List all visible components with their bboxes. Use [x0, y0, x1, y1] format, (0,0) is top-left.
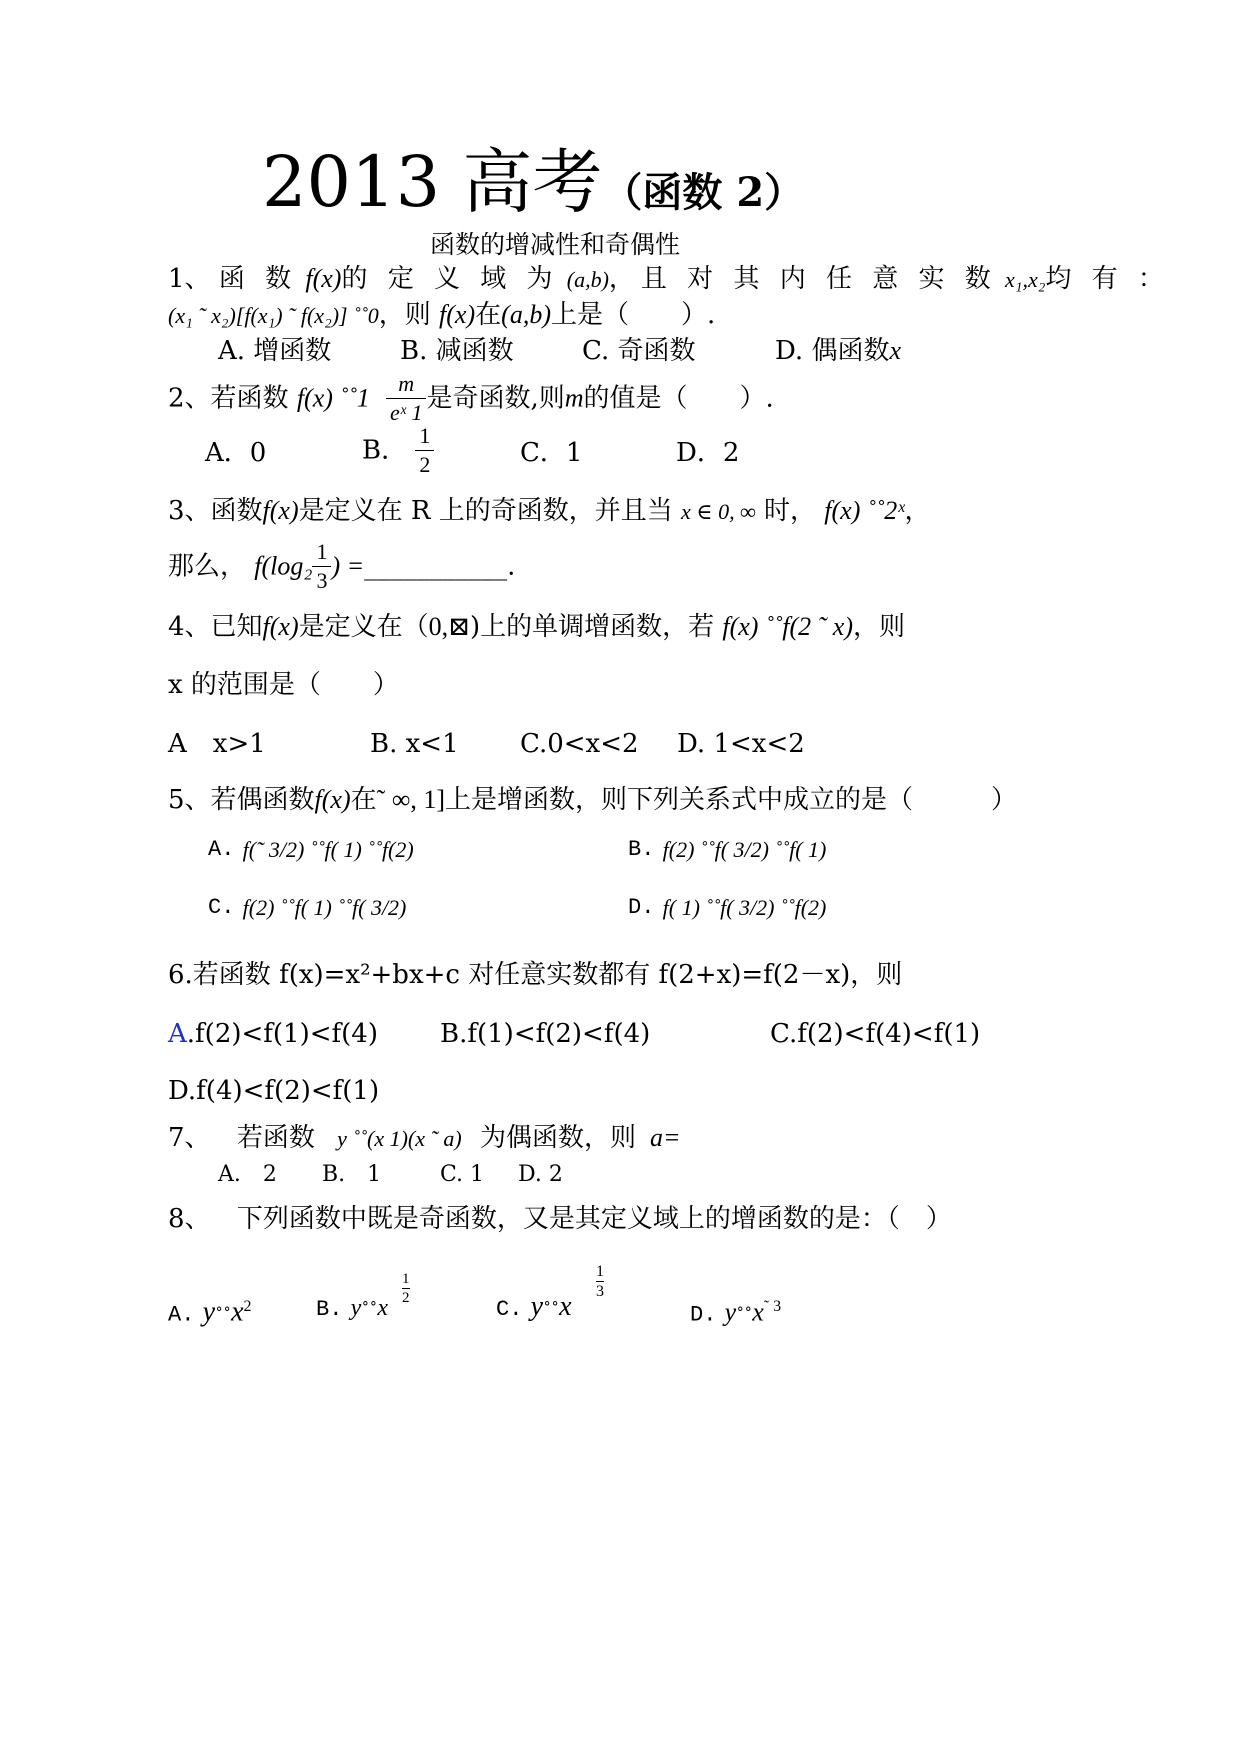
- q6-option-b: B.f(1)<f(2)<f(4): [440, 1019, 651, 1049]
- q1-line2: (x₁ ˜ x₂)[f(x₁) ˜ f(x₂)] ˚˚0，则 f(x)在(a,b)上是（ ）.: [168, 300, 716, 330]
- q4-option-d: D. 1<x<2: [677, 729, 805, 759]
- q4-option-b: B. x<1: [370, 729, 459, 759]
- q4-line1: 4、已知f(x)是定义在（0,⊠)上的单调增函数，若 f(x) ˚˚f(2 ˜ x)，则: [168, 612, 906, 642]
- q2-option-b: B． $\frac{1}{2}$: [362, 422, 434, 479]
- q8-option-c-exponent: 1 3: [596, 1263, 604, 1300]
- q8-option-c: C. y˚˚x: [496, 1291, 572, 1322]
- q2-option-a: A．0: [205, 438, 267, 468]
- q5-option-b: B. f(2) ˚˚f( 3/2) ˚˚f( 1): [628, 837, 827, 862]
- q8-line: 8、 下列函数中既是奇函数，又是其定义域上的增函数的是：（ ）: [168, 1204, 952, 1234]
- q7-option-b: B. 1: [322, 1162, 382, 1187]
- q6-option-c: C.f(2)<f(4)<f(1): [770, 1019, 981, 1049]
- q3-answer-blank[interactable]: ___________.: [364, 551, 516, 582]
- q7-option-d: D. 2: [518, 1162, 563, 1187]
- q1-option-d: D. 偶函数x: [775, 336, 901, 366]
- page-title: [262, 140, 804, 235]
- q4-option-c: C.0<x<2: [520, 729, 639, 759]
- section-subtitle: 函数的增减性和奇偶性: [430, 230, 681, 259]
- q2-option-c: C．1: [520, 438, 583, 468]
- q1-option-c: C. 奇函数: [582, 336, 696, 366]
- q5-line: 5、若偶函数f(x)在˜ ∞, 1]上是增函数，则下列关系式中成立的是（ ）: [168, 785, 1018, 815]
- q1-option-b: B. 减函数: [400, 336, 514, 366]
- q5-option-c: C. f(2) ˚˚f( 1) ˚˚f( 3/2): [208, 895, 407, 920]
- q8-option-d: D. $y˚˚x^{˜ 3}$: [690, 1297, 782, 1328]
- q2-line: 2、若函数 f(x) ˚˚1 $\frac{m}{\text{eˣ 1}}$ 是奇函数,则m的值是（ ）.: [168, 371, 774, 425]
- q5-option-d: D. f( 1) ˚˚f( 3/2) ˚˚f(2): [628, 895, 827, 920]
- q2-option-d: D．2: [676, 438, 740, 468]
- q1-line1: 1、 函 数 f(x)的 定 义 域 为 (a,b)，且 对 其 内 任 意 实 数 x₁,x₂均 有 ：: [168, 264, 1170, 294]
- q3-line2: 那么， f(log₂ $\frac{1}{3}$ ) =___________.: [168, 539, 516, 593]
- q3-line1: 3、函数f(x)是定义在 R 上的奇函数，并且当 x ∈ 0, ∞ 时， f(x) ˚˚2ˣ，: [168, 496, 931, 526]
- q7-option-c: C. 1: [440, 1162, 485, 1187]
- q6-option-a: A.f(2)<f(1)<f(4): [168, 1019, 378, 1049]
- q7-option-a: A. 2: [218, 1162, 277, 1187]
- q4-line2: x 的范围是（ ）: [168, 670, 399, 700]
- q7-line: 7、 若函数 y ˚˚(x 1)(x ˜ a) 为偶函数，则 a=: [168, 1123, 681, 1153]
- q8-option-b: B. y˚˚x: [316, 1295, 388, 1322]
- q4-option-a: A x>1: [168, 729, 266, 759]
- title-sub: （函数 2）: [602, 169, 805, 216]
- q8-option-a: A. $y˚˚x^2$: [168, 1296, 252, 1328]
- q5-option-a: A. f(˜ 3/2) ˚˚f( 1) ˚˚f(2): [208, 837, 414, 862]
- q2-fraction: $\frac{m}{\text{eˣ 1}}$: [386, 370, 426, 427]
- q6-line: 6.若函数 f(x)=x²+bx+c 对任意实数都有 f(2+x)=f(2－x)，则: [168, 960, 903, 990]
- q6-option-d: D.f(4)<f(2)<f(1): [168, 1076, 380, 1106]
- title-main: 2013 高考: [262, 141, 603, 223]
- q1-option-a: A. 增函数: [218, 336, 332, 366]
- q8-option-b-exponent: 1 2: [402, 1271, 410, 1306]
